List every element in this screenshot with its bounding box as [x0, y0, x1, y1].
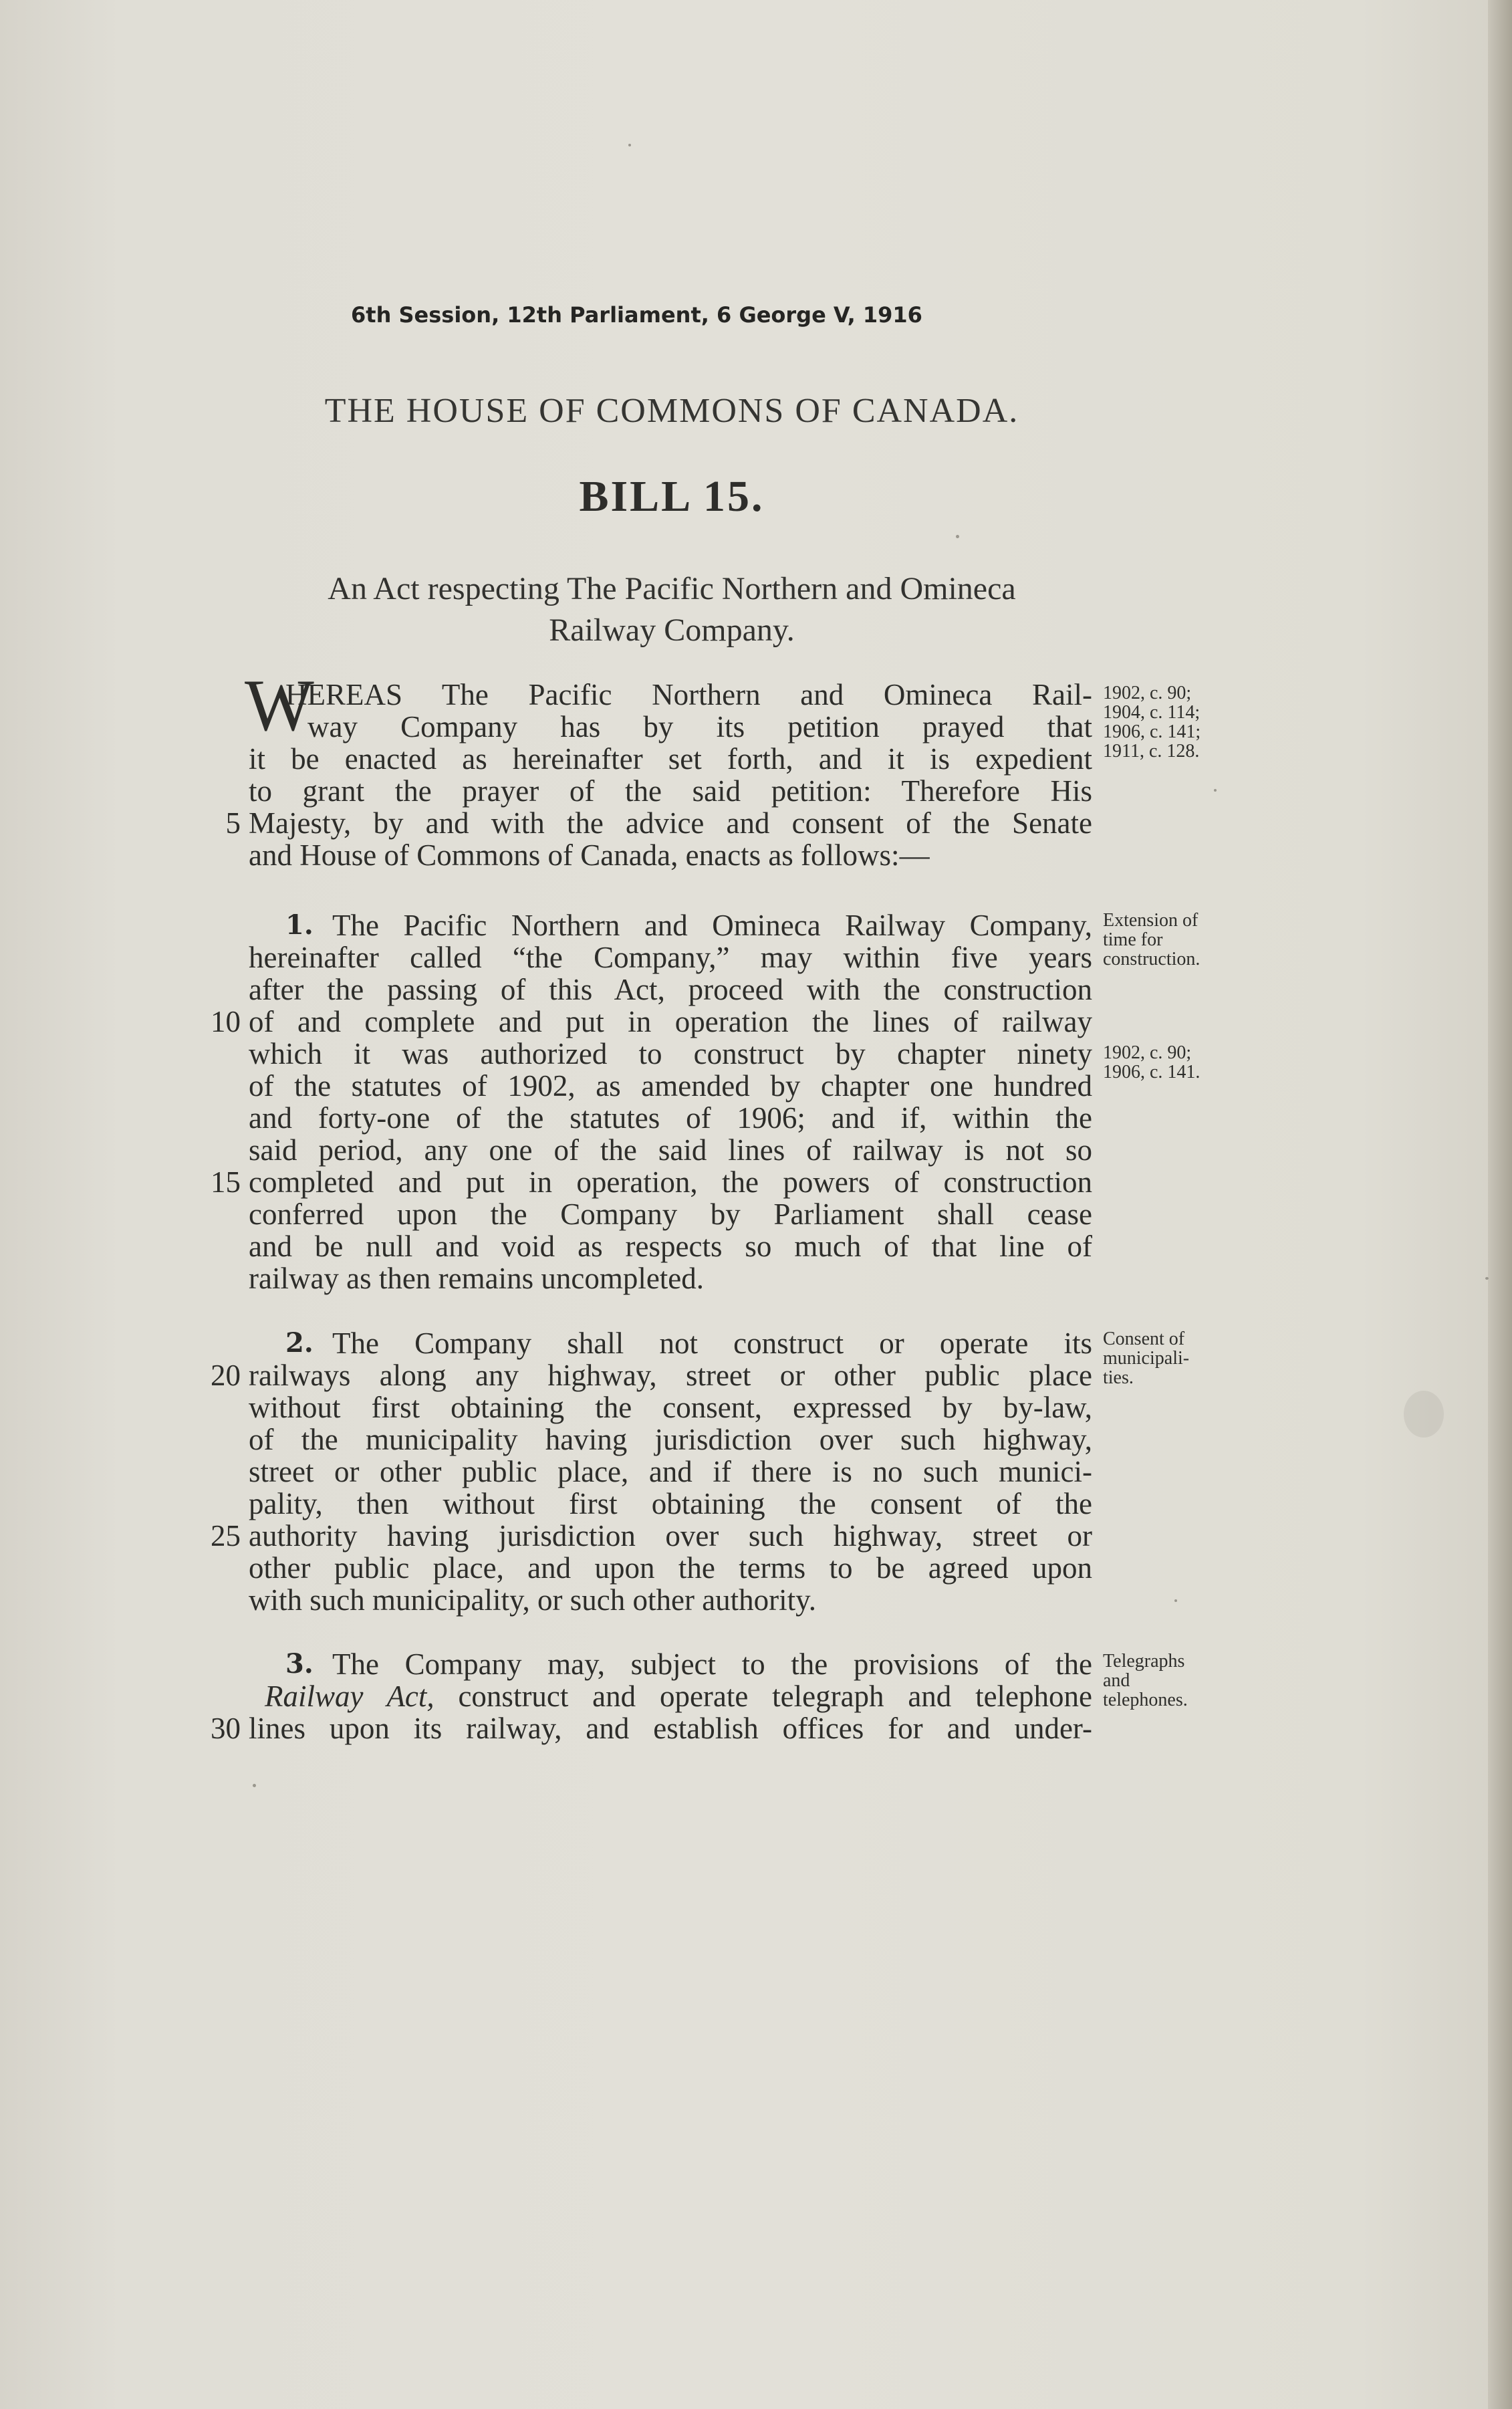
line-number: 20: [211, 1359, 241, 1392]
section-1-number: 1.: [285, 909, 313, 941]
paper-stain: [1404, 1391, 1444, 1438]
section-2-line: without first obtaining the consent, expressed by by-law,: [249, 1391, 1092, 1424]
section-3-line: The Company may, subject to the provisions of the: [332, 1647, 1092, 1681]
margin-note-line: construction.: [1103, 949, 1201, 969]
railway-act-citation: Railway Act,: [265, 1680, 434, 1713]
preamble-line: way Company has by its petition prayed that: [307, 710, 1092, 743]
act-title-line: Railway Company.: [549, 612, 795, 648]
paper-speck: [253, 1784, 256, 1787]
margin-note-citations: [1103, 683, 1201, 761]
line-number: 25: [211, 1519, 241, 1553]
line-number: 5: [225, 806, 241, 840]
section-2-line: The Company shall not construct or operate its: [332, 1327, 1092, 1360]
paper-speck: [1214, 789, 1217, 792]
section-1-line: which it was authorized to construct by chapter ninety: [249, 1037, 1092, 1070]
section-1-line: of the statutes of 1902, as amended by chapter one hundred: [249, 1069, 1092, 1103]
margin-note-line: Consent of: [1103, 1329, 1185, 1349]
section-1-line: and forty-one of the statutes of 1906; and if, within the: [249, 1101, 1092, 1135]
section-1-line: of and complete and put in operation the lines of railway: [249, 1005, 1092, 1038]
section-1-line: completed and put in operation, the powers of construction: [249, 1165, 1092, 1199]
section-2-number: 2.: [285, 1327, 313, 1359]
section-2-line: other public place, and upon the terms to be agreed upon: [249, 1551, 1092, 1585]
section-1-line: hereinafter called “the Company,” may within five years: [249, 941, 1092, 974]
section-1-line: railway as then remains uncompleted.: [249, 1262, 705, 1295]
preamble-line: Majesty, by and with the advice and consent of the Senate: [249, 806, 1092, 840]
section-2-line: authority having jurisdiction over such highway, street or: [249, 1519, 1092, 1553]
page-edge: [1488, 0, 1512, 2409]
margin-note-line: 1902, c. 90;: [1103, 1042, 1192, 1063]
margin-note-line: telephones.: [1103, 1690, 1188, 1710]
session-header: 6th Session, 12th Parliament, 6 George V, 1916: [351, 302, 922, 328]
section-2-line: with such municipality, or such other authority.: [249, 1583, 817, 1617]
line-number: 30: [211, 1712, 241, 1745]
section-3-line: [265, 1680, 1092, 1712]
margin-note-line: ties.: [1103, 1367, 1134, 1388]
margin-note-line: and: [1103, 1670, 1130, 1691]
act-title-line: An Act respecting The Pacific Northern and Omineca: [328, 571, 1016, 606]
drop-cap: W: [245, 665, 314, 746]
section-2-line: street or other public place, and if there is no such munici-: [249, 1455, 1092, 1488]
line-number: 15: [211, 1165, 241, 1199]
section-1-line: The Pacific Northern and Omineca Railway Company,: [332, 909, 1092, 942]
house-heading: THE HOUSE OF COMMONS OF CANADA.: [324, 392, 1019, 430]
margin-note-line: 1904, c. 114;: [1103, 702, 1201, 723]
paper-speck: [628, 144, 631, 146]
act-title: [0, 568, 1344, 651]
section-3-number: 3.: [285, 1648, 313, 1680]
margin-note-line: 1906, c. 141;: [1103, 721, 1201, 742]
preamble-line: and House of Commons of Canada, enacts as follows:—: [249, 838, 930, 872]
section-1-line: and be null and void as respects so much of that line of: [249, 1230, 1092, 1263]
section-3-line-rest: construct and operate telegraph and telephone: [458, 1680, 1092, 1713]
paper-speck: [1174, 1599, 1177, 1602]
preamble-line: to grant the prayer of the said petition: Therefore His: [249, 774, 1092, 808]
paper-speck: [956, 535, 959, 538]
line-number: 10: [211, 1005, 241, 1038]
margin-note-line: municipali-: [1103, 1348, 1190, 1369]
section-1-line: conferred upon the Company by Parliament shall cease: [249, 1197, 1092, 1231]
margin-note-line: Extension of: [1103, 910, 1199, 931]
margin-note-line: Telegraphs: [1103, 1651, 1185, 1672]
margin-note-line: time for: [1103, 929, 1163, 950]
paper-speck: [1485, 1277, 1489, 1280]
margin-note-statutes: [1103, 1043, 1200, 1082]
margin-note-consent: [1103, 1329, 1189, 1387]
section-1-line: said period, any one of the said lines of railway is not so: [249, 1133, 1092, 1167]
margin-note-line: 1911, c. 128.: [1103, 741, 1200, 762]
margin-note-line: 1902, c. 90;: [1103, 683, 1192, 703]
section-1-line: after the passing of this Act, proceed with the construction: [249, 973, 1092, 1006]
margin-note-extension: [1103, 911, 1200, 969]
section-3-line: lines upon its railway, and establish offices for and under-: [249, 1712, 1092, 1745]
bill-number: BILL 15.: [579, 472, 765, 521]
section-2-line: pality, then without first obtaining the consent of the: [249, 1487, 1092, 1520]
margin-note-telegraphs: [1103, 1651, 1188, 1710]
section-2-line: of the municipality having jurisdiction over such highway,: [249, 1423, 1092, 1456]
preamble-line: it be enacted as hereinafter set forth, and it is expedient: [249, 742, 1092, 776]
margin-note-line: 1906, c. 141.: [1103, 1062, 1201, 1082]
preamble-line: HEREAS The Pacific Northern and Omineca Rail-: [285, 678, 1092, 711]
section-2-line: railways along any highway, street or other public place: [249, 1359, 1092, 1392]
